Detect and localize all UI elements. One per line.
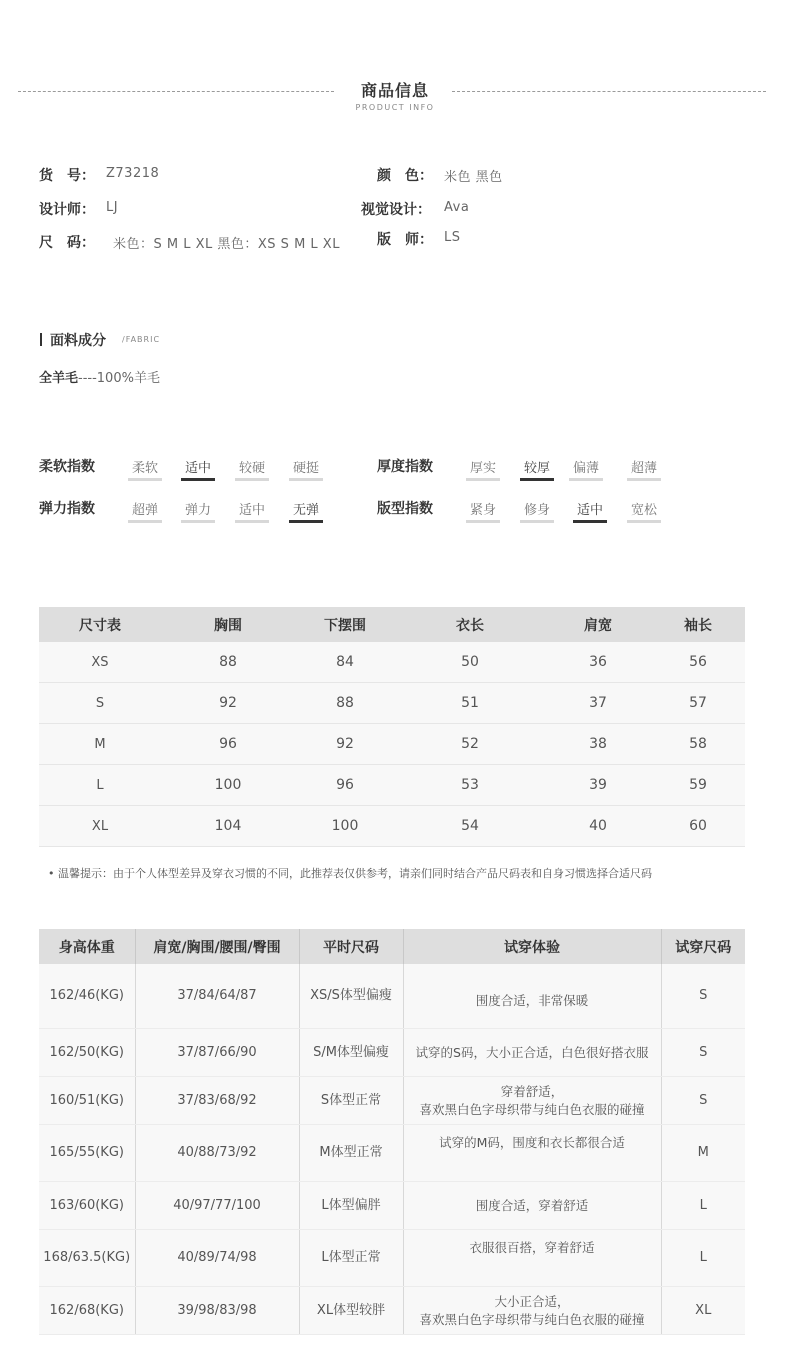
- fabric-name: 全羊毛: [39, 371, 79, 386]
- elasticity-option-selected: 无弹: [289, 499, 323, 518]
- table-row: [39, 1287, 745, 1335]
- table-cell: 165/55(KG): [39, 1125, 135, 1182]
- fit-option: 紧身: [466, 499, 500, 518]
- fit-option-selected: 适中: [573, 499, 607, 518]
- table-cell: 162/50(KG): [39, 1029, 135, 1077]
- fit-option: 宽松: [627, 499, 661, 518]
- section-subtitle: PRODUCT INFO: [355, 103, 435, 112]
- fabric-composition: [39, 367, 160, 386]
- table-cell: 60: [651, 806, 745, 847]
- table-cell: M体型正常: [299, 1125, 403, 1182]
- table-cell: XL: [39, 806, 161, 847]
- table-cell: 大小正合适， 喜欢黑白色字母织带与纯白色衣服的碰撞: [403, 1287, 661, 1335]
- size-value: 米色：S M L XL 黑色：XS S M L XL: [113, 237, 340, 252]
- table-cell: 84: [295, 642, 395, 683]
- table-cell: 96: [161, 724, 295, 765]
- table-cell: 37/84/64/87: [135, 964, 299, 1029]
- table-cell: 51: [395, 683, 545, 724]
- fabric-detail: ----100%羊毛: [78, 371, 160, 386]
- table-row: [39, 1077, 745, 1125]
- table-cell: 39: [545, 765, 651, 806]
- table-cell: 100: [161, 765, 295, 806]
- table-cell: 试穿的M码，围度和衣长都很合适: [403, 1125, 661, 1182]
- thickness-option: 偏薄: [569, 457, 603, 476]
- table-cell: 38: [545, 724, 651, 765]
- table-cell: 58: [651, 724, 745, 765]
- sizing-tip: • 温馨提示：由于个人体型差异及穿衣习惯的不同，此推荐表仅供参考，请亲们同时结合产品尺码表和自身习惯选择合适尺码: [48, 867, 652, 880]
- table-cell: 56: [651, 642, 745, 683]
- table-cell: 168/63.5(KG): [39, 1230, 135, 1287]
- table-row: [39, 1182, 745, 1230]
- fabric-subtitle: /FABRIC: [122, 335, 161, 344]
- table-header-cell: 下摆围: [295, 607, 395, 642]
- table-cell: 衣服很百搭，穿着舒适: [403, 1230, 661, 1287]
- table-cell: L: [661, 1230, 745, 1287]
- table-cell: 162/68(KG): [39, 1287, 135, 1335]
- elasticity-option: 超弹: [128, 499, 162, 518]
- table-cell: M: [39, 724, 161, 765]
- table-row: [39, 1230, 745, 1287]
- elasticity-index-label: 弹力指数: [39, 501, 95, 517]
- elasticity-option: 适中: [235, 499, 269, 518]
- table-header-cell: 尺寸表: [39, 607, 161, 642]
- softness-option: 硬挺: [289, 457, 323, 476]
- designer-value: LJ: [106, 200, 119, 215]
- table-cell: 36: [545, 642, 651, 683]
- softness-option: 较硬: [235, 457, 269, 476]
- table-header-cell: 衣长: [395, 607, 545, 642]
- table-cell: 试穿的S码，大小正合适，白色很好搭衣服: [403, 1029, 661, 1077]
- table-cell: 40/89/74/98: [135, 1230, 299, 1287]
- table-cell: 52: [395, 724, 545, 765]
- visual-design-value: Ava: [444, 200, 470, 215]
- table-cell: 88: [161, 642, 295, 683]
- table-cell: 穿着舒适， 喜欢黑白色字母织带与纯白色衣服的碰撞: [403, 1077, 661, 1125]
- section-title: 商品信息: [360, 81, 429, 100]
- table-cell: S: [661, 1077, 745, 1125]
- thickness-option: 厚实: [466, 457, 500, 476]
- table-cell: 104: [161, 806, 295, 847]
- table-cell: S: [661, 964, 745, 1029]
- table-cell: 100: [295, 806, 395, 847]
- table-row: [39, 806, 745, 847]
- table-cell: 37/87/66/90: [135, 1029, 299, 1077]
- table-cell: 40: [545, 806, 651, 847]
- table-header-cell: 平时尺码: [299, 929, 403, 964]
- table-header-row: [39, 929, 745, 964]
- table-cell: 54: [395, 806, 545, 847]
- table-cell: 88: [295, 683, 395, 724]
- table-cell: 围度合适，非常保暖: [403, 964, 661, 1029]
- table-cell: 160/51(KG): [39, 1077, 135, 1125]
- table-cell: 92: [161, 683, 295, 724]
- fabric-title: 面料成分: [50, 333, 106, 349]
- table-cell: 50: [395, 642, 545, 683]
- thickness-index-label: 厚度指数: [377, 459, 433, 475]
- color-value: 米色 黑色: [444, 170, 503, 185]
- fit-experience-table: [39, 929, 745, 1335]
- softness-index-label: 柔软指数: [39, 459, 95, 475]
- table-cell: S/M体型偏瘦: [299, 1029, 403, 1077]
- table-cell: XS: [39, 642, 161, 683]
- pattern-maker-value: LS: [444, 230, 461, 245]
- thickness-option-selected: 较厚: [520, 457, 554, 476]
- table-cell: 40/88/73/92: [135, 1125, 299, 1182]
- table-row: [39, 1029, 745, 1077]
- color-label: 颜 色：: [377, 168, 433, 184]
- table-cell: 57: [651, 683, 745, 724]
- table-cell: L体型正常: [299, 1230, 403, 1287]
- table-row: [39, 964, 745, 1029]
- thickness-option: 超薄: [627, 457, 661, 476]
- size-label: 尺 码：: [39, 235, 95, 251]
- table-header-cell: 肩宽/胸围/腰围/臀围: [135, 929, 299, 964]
- table-row: [39, 683, 745, 724]
- visual-design-label: 视觉设计：: [361, 202, 431, 218]
- table-cell: 围度合适，穿着舒适: [403, 1182, 661, 1230]
- table-cell: S体型正常: [299, 1077, 403, 1125]
- table-cell: 59: [651, 765, 745, 806]
- table-cell: 53: [395, 765, 545, 806]
- fit-index-label: 版型指数: [377, 501, 433, 517]
- table-header-cell: 身高体重: [39, 929, 135, 964]
- table-header-cell: 袖长: [651, 607, 745, 642]
- table-cell: M: [661, 1125, 745, 1182]
- table-header-cell: 试穿体验: [403, 929, 661, 964]
- pattern-maker-label: 版 师：: [377, 232, 433, 248]
- table-header-row: [39, 607, 745, 642]
- table-cell: 162/46(KG): [39, 964, 135, 1029]
- table-row: [39, 642, 745, 683]
- table-cell: 39/98/83/98: [135, 1287, 299, 1335]
- fabric-title-bar: [40, 333, 42, 346]
- table-cell: 37: [545, 683, 651, 724]
- table-cell: S: [661, 1029, 745, 1077]
- softness-option-selected: 适中: [181, 457, 215, 476]
- table-row: [39, 724, 745, 765]
- fit-option: 修身: [520, 499, 554, 518]
- table-cell: L: [661, 1182, 745, 1230]
- table-cell: XS/S体型偏瘦: [299, 964, 403, 1029]
- table-cell: L: [39, 765, 161, 806]
- softness-option: 柔软: [128, 457, 162, 476]
- table-header-cell: 肩宽: [545, 607, 651, 642]
- table-header-cell: 胸围: [161, 607, 295, 642]
- table-cell: XL体型较胖: [299, 1287, 403, 1335]
- size-chart-table: [39, 607, 745, 847]
- table-cell: L体型偏胖: [299, 1182, 403, 1230]
- table-header-cell: 试穿尺码: [661, 929, 745, 964]
- designer-label: 设计师：: [39, 202, 95, 218]
- table-cell: 92: [295, 724, 395, 765]
- table-cell: S: [39, 683, 161, 724]
- elasticity-option: 弹力: [181, 499, 215, 518]
- table-row: [39, 1125, 745, 1182]
- table-cell: 96: [295, 765, 395, 806]
- table-row: [39, 765, 745, 806]
- table-cell: XL: [661, 1287, 745, 1335]
- item-no-label: 货 号：: [39, 168, 95, 184]
- table-cell: 37/83/68/92: [135, 1077, 299, 1125]
- item-no-value: Z73218: [106, 166, 160, 181]
- table-cell: 163/60(KG): [39, 1182, 135, 1230]
- table-cell: 40/97/77/100: [135, 1182, 299, 1230]
